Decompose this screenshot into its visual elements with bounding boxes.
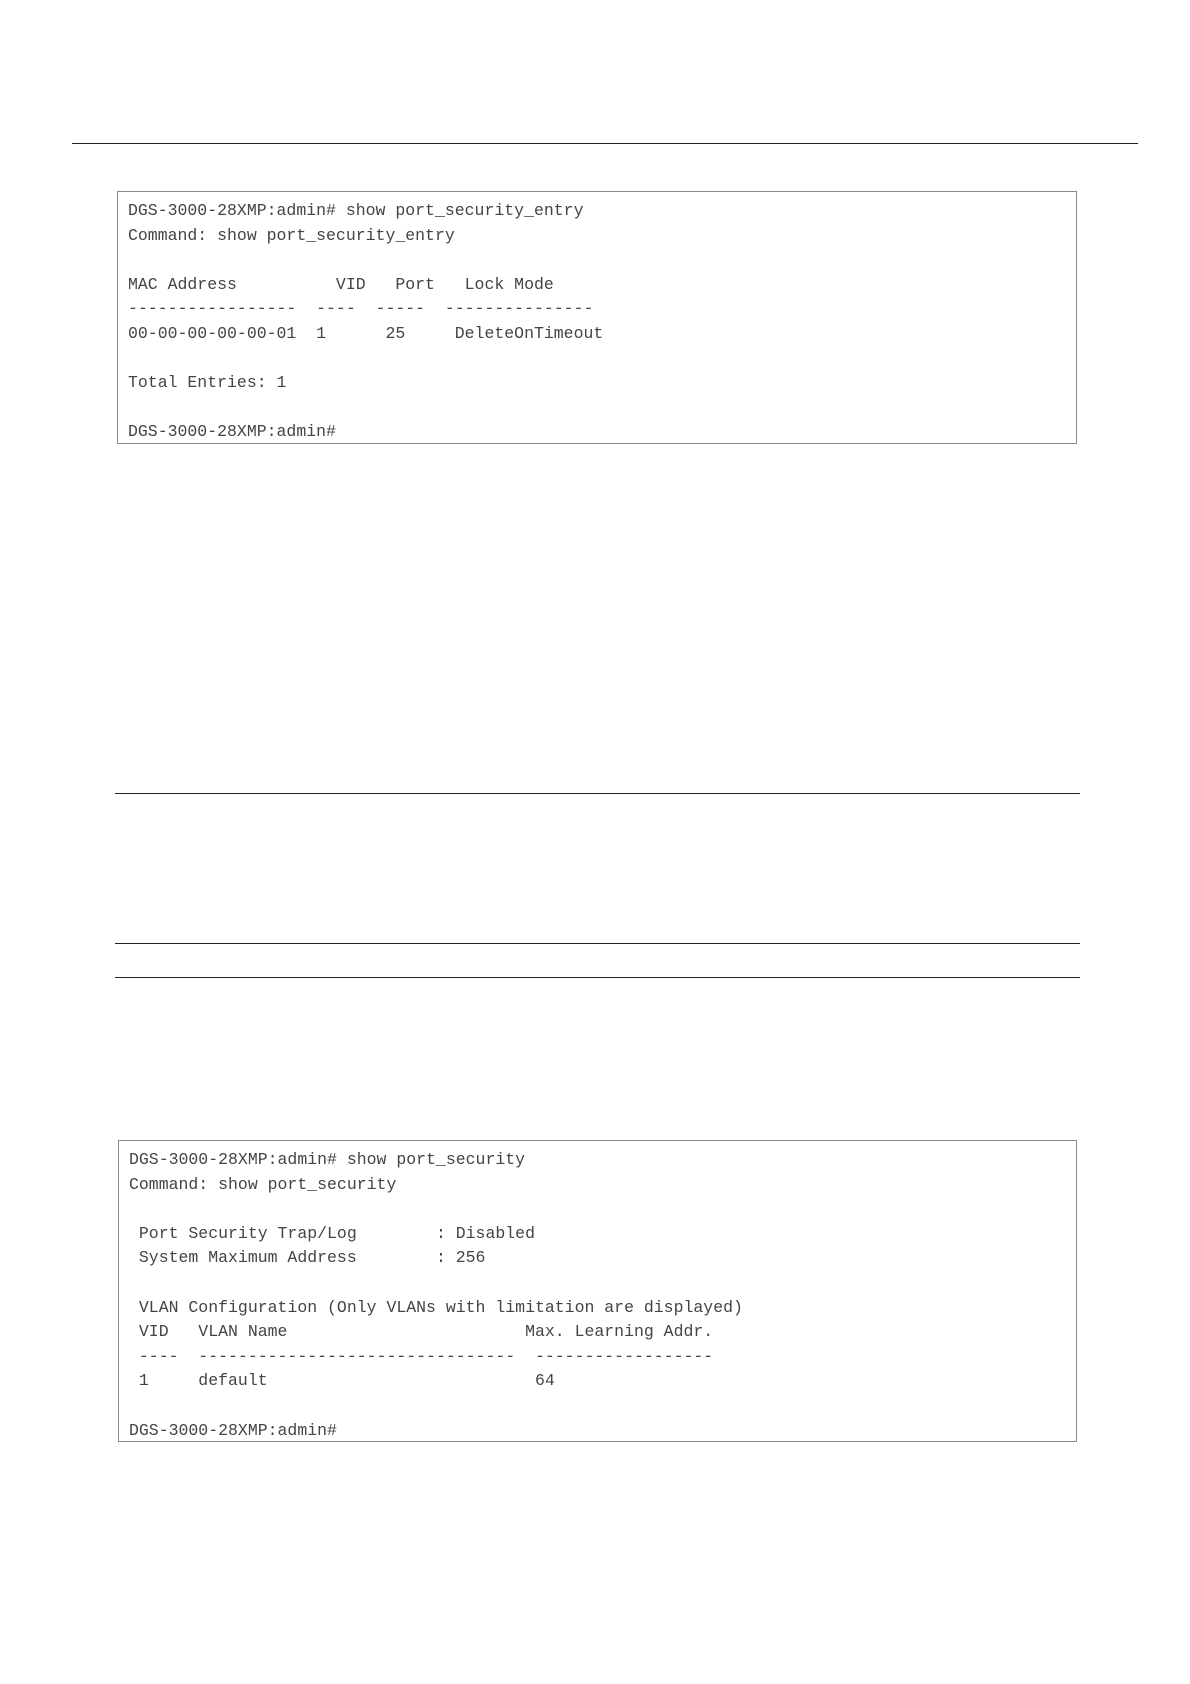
- console-line: [129, 1271, 1066, 1296]
- console-line: [128, 347, 1066, 372]
- console-line: [129, 1197, 1066, 1222]
- section-rule: [115, 793, 1080, 794]
- header-rule: [72, 143, 1138, 144]
- console-line: Total Entries: 1: [128, 373, 287, 393]
- table-header-rule: [115, 977, 1080, 978]
- console-line: MAC Address VID Port Lock Mode: [128, 274, 554, 294]
- console-line: DGS-3000-28XMP:admin#: [128, 422, 336, 442]
- console-line: [128, 396, 1066, 421]
- console-line: VID VLAN Name Max. Learning Addr.: [129, 1322, 714, 1342]
- table-top-rule: [115, 943, 1080, 944]
- console-line: Command: show port_security_entry: [128, 225, 455, 245]
- console-line: ----------------- ---- ----- ---------------: [128, 299, 594, 319]
- console-line: System Maximum Address : 256: [129, 1248, 486, 1268]
- console-line: DGS-3000-28XMP:admin# show port_security: [129, 1150, 526, 1169]
- console-line: Port Security Trap/Log : Disabled: [129, 1223, 535, 1243]
- console-line: [129, 1394, 1066, 1419]
- console-output-port-security: [118, 1140, 1077, 1442]
- console-line: ---- -------------------------------- ------------------: [129, 1346, 714, 1366]
- console-line: Command: show port_security: [129, 1174, 397, 1194]
- console-line: [128, 248, 1066, 273]
- console-line: 1 default 64: [129, 1371, 555, 1391]
- console-line: DGS-3000-28XMP:admin# show port_security_entry: [128, 201, 584, 220]
- console-line: DGS-3000-28XMP:admin#: [129, 1420, 337, 1440]
- console-line: VLAN Configuration (Only VLANs with limitation are displayed): [129, 1297, 743, 1317]
- console-line: 00-00-00-00-00-01 1 25 DeleteOnTimeout: [128, 323, 604, 343]
- console-output-port-security-entry: [117, 191, 1077, 444]
